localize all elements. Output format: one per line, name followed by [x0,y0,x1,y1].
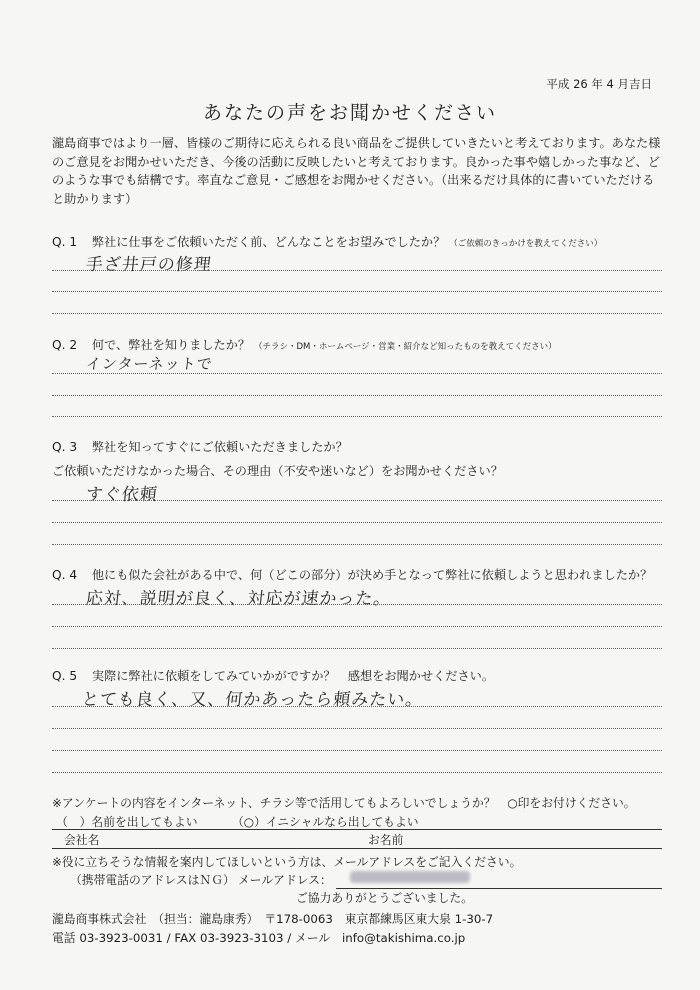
answer-line [52,648,662,649]
answer-line [52,313,662,314]
answer-line [52,291,662,292]
issue-date: 平成 26 年 4 月吉日 [546,77,652,91]
intro-line: と助かります） [52,191,138,206]
consent-option-name[interactable]: （ ）名前を出してもよい [56,815,198,829]
question-text: 何で、弊社を知りましたか？ [91,338,251,352]
intro-line: のご意見をお聞かせいただき、今後の活動に反映したいと考えております。良かった事や嬉しかった事など、ど [52,154,660,169]
answer-line [52,706,662,707]
page-title: あなたの声をお聞かせください [202,102,497,124]
question-note: （ご依頼のきっかけを教えてください） [449,239,603,249]
company-label: 会社名 [64,833,100,847]
consent-option-initials[interactable]: （○）イニシャルなら出してもよい [232,815,419,829]
answer-4: 応対、説明が良く、対応が速かった。 [84,589,393,609]
answer-line [52,626,662,627]
question-5 [52,665,494,687]
question-text: 実際に弊社に依頼をしてみていかがですか？ 感想をお聞かせください。 [91,669,495,683]
answer-line [52,373,662,374]
answer-line [52,604,662,605]
answer-5: とても良く、又、何かあったら頼みたい。 [80,690,425,710]
question-text: 弊社に仕事をご依頼いただく前、どんなことをお望みでしたか？ [91,235,446,249]
answer-line [52,500,662,501]
company-name-underline [52,848,662,849]
question-3 [52,436,348,458]
answer-2: インターネットで [85,355,214,373]
info-request-note: ※役に立ちそうな情報を案内してほしいという方は、メールアドレスをご記入ください。 [52,855,522,869]
answer-line [52,416,662,417]
consent-question: ※アンケートの内容をインターネット、チラシ等で活用してもよろしいでしょうか？ ○印をお付けください。 [52,796,636,810]
question-number: Q. 2 [52,338,78,352]
question-note: （チラシ・DM・ホームページ・営業・紹介など知ったものを教えてください） [253,342,557,352]
answer-line [52,522,662,523]
question-3-line-2: ご依頼いただけなかった場合、その理由（不安や迷いなど）をお聞かせください？ [52,464,503,478]
question-number: Q. 4 [52,568,78,582]
answer-line [52,270,662,271]
answer-line [52,772,662,773]
question-number: Q. 1 [52,235,78,249]
intro-line: 瀧島商事ではより一層、皆様のご期待に応えられる良い商品をご提供していきたいと考えております。あなた様 [52,136,661,150]
redacted-email [350,871,470,883]
answer-3: すぐ依頼 [84,485,159,505]
answer-line [52,544,662,545]
thanks-text: ご協力ありがとうございました。 [296,891,473,905]
question-4 [52,564,652,586]
footer-contact: 電話 03-3923-0031 / FAX 03-3923-3103 / メール info@takishima.co.jp [52,931,466,945]
answer-line [52,728,662,729]
intro-line: のような事でも結構です。率直なご意見・ご感想をお聞かせください。（出来るだけ具体的に書いていただける [52,173,655,188]
divider-line [52,829,662,830]
answer-1: 手ざ井戸の修理 [84,255,213,275]
answer-line [52,750,662,751]
question-text: 弊社を知ってすぐにご依頼いただきましたか？ [91,440,348,454]
question-number: Q. 3 [52,440,78,454]
footer-company-address: 瀧島商事株式会社 （担当：瀧島康秀） 〒178-0063 東京都練馬区東大泉 1-30-7 [52,912,494,926]
question-text: 他にも似た会社がある中で、何（どこの部分）が決め手となって弊社に依頼しようと思われましたか？ [91,568,653,582]
mobile-address-note: （携帯電話のアドレスはＮＧ） [70,873,235,887]
name-label: お名前 [368,833,404,847]
answer-line [52,395,662,396]
question-number: Q. 5 [52,669,78,683]
intro-text [52,134,664,208]
email-label: メールアドレス： [238,873,332,887]
